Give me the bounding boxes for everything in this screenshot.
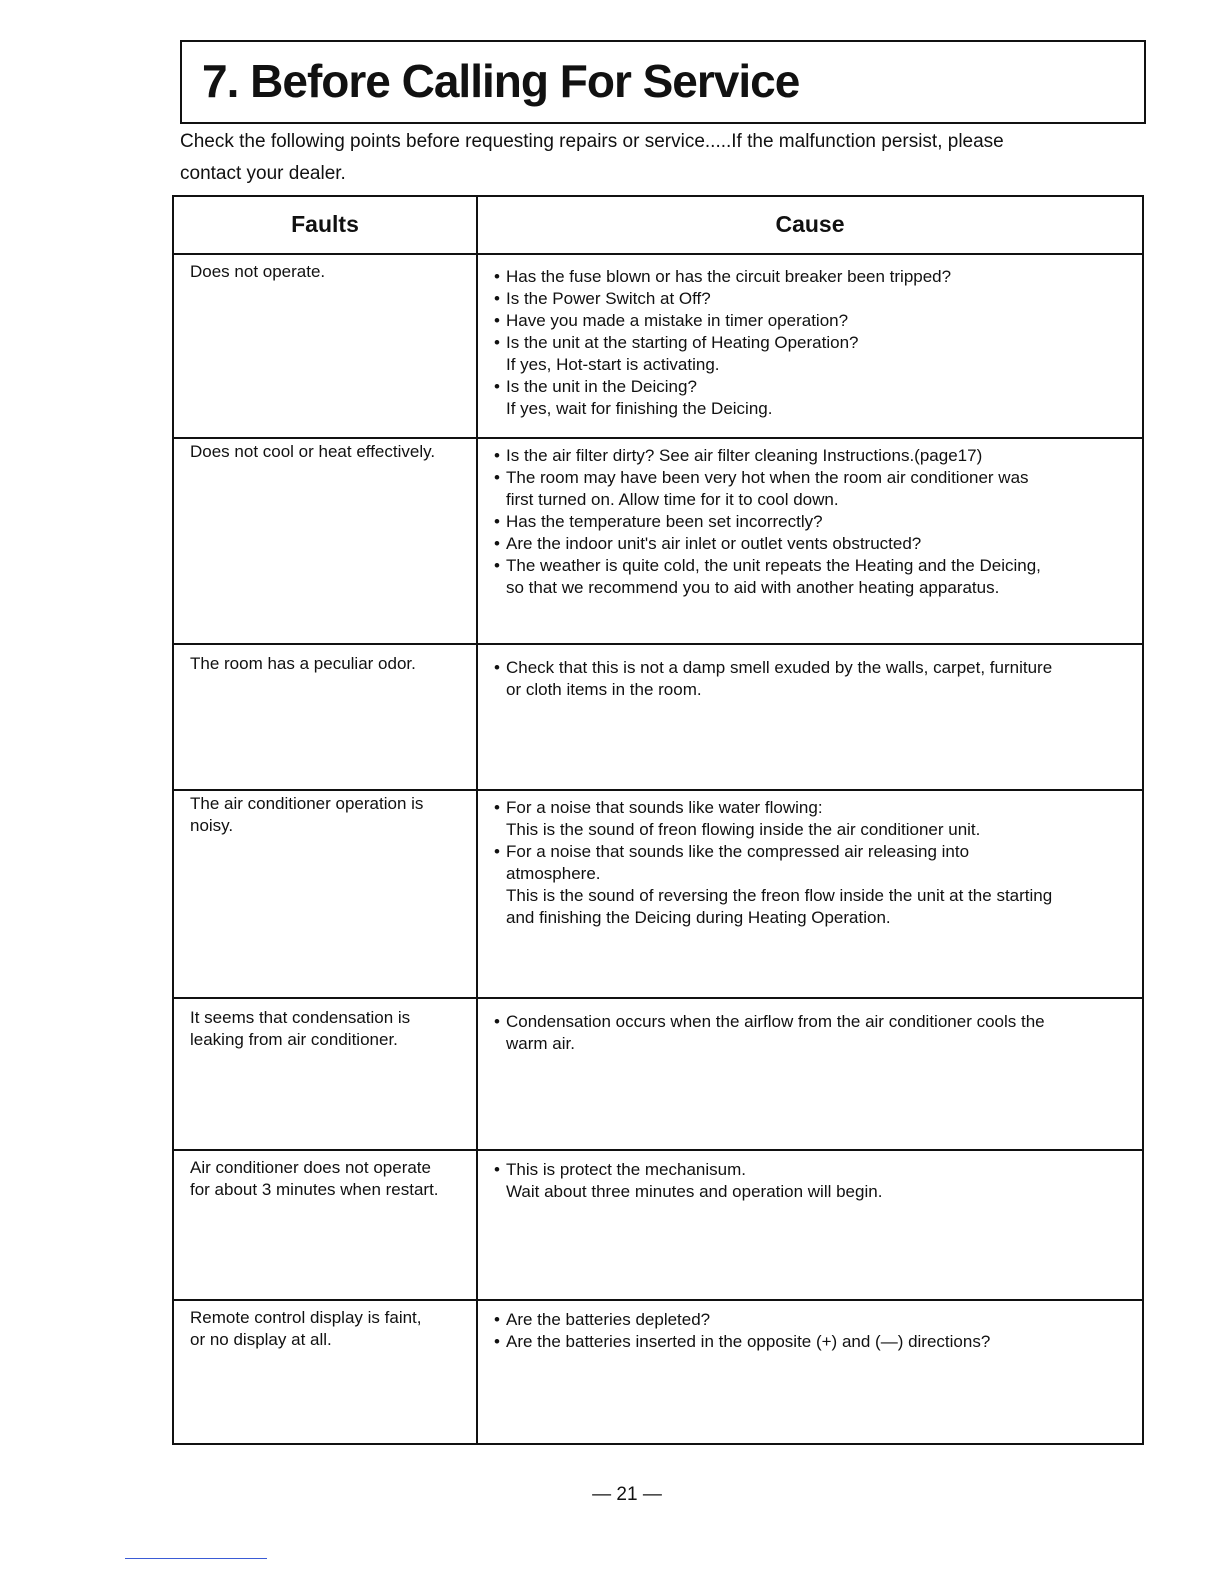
fault-text: Remote control display is faint, — [190, 1308, 422, 1327]
page-title: 7. Before Calling For Service — [202, 55, 800, 107]
fault-cell — [190, 261, 474, 283]
row-divider — [174, 1149, 1142, 1151]
cause-item: • For a noise that sounds like water flowing: This is the sound of freon flowing inside the air conditioner unit. — [494, 797, 1139, 841]
row-divider — [174, 253, 1142, 255]
intro-line: Check the following points before requesting repairs or service.....If the malfunction persist, please — [180, 131, 1004, 152]
fault-cell — [190, 1307, 474, 1351]
cause-item: • This is protect the mechanisum. Wait about three minutes and operation will begin. — [494, 1159, 1139, 1203]
cause-item: • Is the air filter dirty? See air filter cleaning Instructions.(page17) — [494, 445, 1139, 467]
cause-item: • The room may have been very hot when the room air conditioner was first turned on. Allow time for it to cool down. — [494, 467, 1139, 511]
troubleshooting-table — [172, 195, 1144, 1445]
fault-cell — [190, 653, 474, 675]
cause-item: • Check that this is not a damp smell exuded by the walls, carpet, furniture or cloth items in the room. — [494, 657, 1139, 701]
cause-item: • Has the fuse blown or has the circuit breaker been tripped? — [494, 266, 1139, 288]
footer-rule — [125, 1558, 267, 1559]
cause-cell — [494, 657, 1139, 701]
fault-text: The air conditioner operation is — [190, 794, 424, 813]
fault-text: noisy. — [190, 816, 234, 835]
row-divider — [174, 789, 1142, 791]
row-divider — [174, 643, 1142, 645]
cause-cell — [494, 445, 1139, 599]
cause-item: • Are the batteries inserted in the opposite (+) and (—) directions? — [494, 1331, 1139, 1353]
fault-text: The room has a peculiar odor. — [190, 654, 416, 673]
fault-text: It seems that condensation is — [190, 1008, 411, 1027]
cause-item: • Are the batteries depleted? — [494, 1309, 1139, 1331]
cause-item: • Condensation occurs when the airflow from the air conditioner cools the warm air. — [494, 1011, 1139, 1055]
cause-item: • Have you made a mistake in timer operation? — [494, 310, 1139, 332]
cause-header: Cause — [775, 211, 845, 237]
fault-cell — [190, 793, 474, 837]
row-divider — [174, 437, 1142, 439]
cause-item: • The weather is quite cold, the unit repeats the Heating and the Deicing, so that we recommend you to aid with another heating apparatus. — [494, 555, 1139, 599]
cause-item: • Is the Power Switch at Off? — [494, 288, 1139, 310]
row-divider — [174, 1299, 1142, 1301]
cause-item: • Has the temperature been set incorrectly? — [494, 511, 1139, 533]
cause-item: • Is the unit in the Deicing? If yes, wait for finishing the Deicing. — [494, 376, 1139, 420]
row-divider — [174, 997, 1142, 999]
fault-text: Does not cool or heat effectively. — [190, 442, 436, 461]
cause-item: • Is the unit at the starting of Heating Operation? If yes, Hot-start is activating. — [494, 332, 1139, 376]
fault-text: leaking from air conditioner. — [190, 1030, 398, 1049]
cause-cell — [494, 266, 1139, 420]
intro-paragraph — [180, 126, 1120, 190]
fault-text: for about 3 minutes when restart. — [190, 1180, 439, 1199]
fault-cell — [190, 1007, 474, 1051]
fault-text: or no display at all. — [190, 1330, 332, 1349]
intro-line: contact your dealer. — [180, 163, 346, 184]
faults-header: Faults — [291, 211, 359, 237]
cause-cell — [494, 1159, 1139, 1203]
cause-item: • For a noise that sounds like the compressed air releasing into atmosphere. This is the sound of reversing the freon flow inside the unit at the starting and finishing the Deicing during Heating Operation. — [494, 841, 1139, 929]
fault-cell — [190, 441, 474, 463]
column-divider — [476, 197, 478, 1443]
cause-cell — [494, 1309, 1139, 1353]
page-number: — 21 — — [592, 1484, 662, 1505]
cause-item: • Are the indoor unit's air inlet or outlet vents obstructed? — [494, 533, 1139, 555]
fault-text: Air conditioner does not operate — [190, 1158, 431, 1177]
cause-cell — [494, 797, 1139, 929]
title-box — [180, 40, 1146, 124]
fault-cell — [190, 1157, 474, 1201]
cause-cell — [494, 1011, 1139, 1055]
fault-text: Does not operate. — [190, 262, 326, 281]
